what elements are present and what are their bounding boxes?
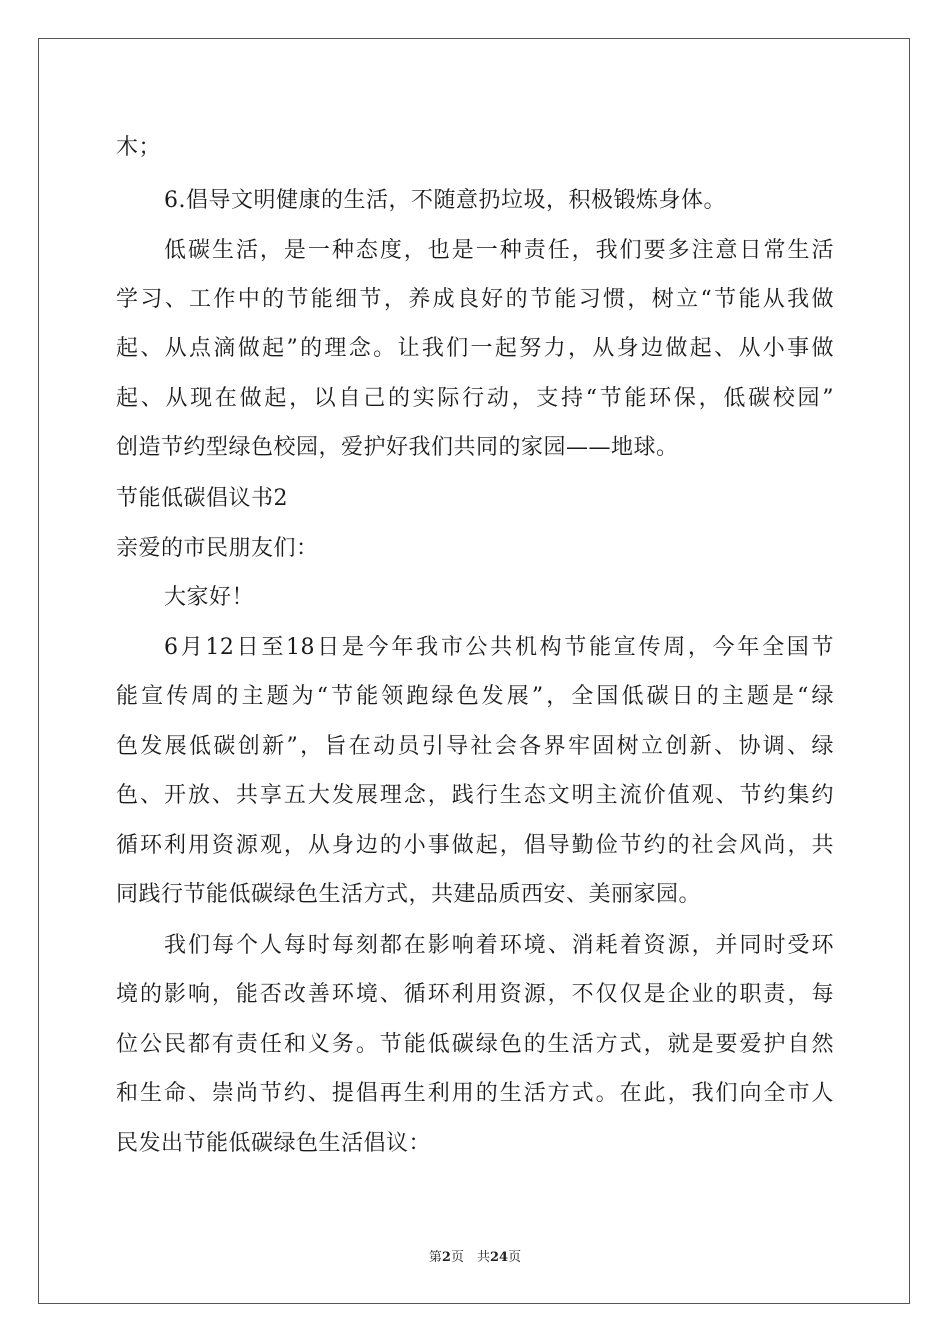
text-line: 木； (116, 135, 162, 160)
text-line: 低碳生活，是一种态度，也是一种责任，我们要多注意日常生活 (164, 238, 834, 263)
text-line: 我们每个人每时每刻都在影响着环境、消耗着资源，并同时受环 (164, 933, 834, 958)
text-line: 起、从点滴做起”的理念。让我们一起努力，从身边做起、从小事做 (116, 336, 834, 361)
text-line: 色发展低碳创新”，旨在动员引导社会各界牢固树立创新、协调、绿 (116, 734, 834, 759)
text-line: 色、开放、共享五大发展理念，践行生态文明主流价值观、节约集约 (116, 783, 834, 808)
current-page-number: 2 (441, 1250, 451, 1265)
text-line: 6.倡导文明健康的生活，不随意扔垃圾，积极锻炼身体。 (164, 188, 726, 213)
text-line: 位公民都有责任和义务。节能低碳绿色的生活方式，就是要爱护自然 (116, 1032, 834, 1057)
text-line: 境的影响，能否改善环境、循环利用资源，不仅仅是企业的职责，每 (116, 982, 834, 1007)
greeting: 大家好！ (164, 585, 255, 610)
text-line: 创造节约型绿色校园，爱护好我们共同的家园——地球。 (116, 435, 679, 460)
footer-middle: 页 共 (450, 1250, 490, 1265)
text-line: 学习、工作中的节能细节，养成良好的节能习惯，树立“节能从我做 (116, 287, 834, 312)
total-pages-number: 24 (489, 1250, 509, 1265)
footer-prefix: 第 (428, 1250, 442, 1265)
text-line: 6月12日至18日是今年我市公共机构节能宣传周，今年全国节 (164, 635, 834, 660)
text-line: 同践行节能低碳绿色生活方式，共建品质西安、美丽家园。 (116, 882, 702, 907)
page-footer (0, 1246, 950, 1265)
text-line: 和生命、崇尚节约、提倡再生利用的生活方式。在此，我们向全市人 (116, 1081, 834, 1106)
text-line: 循环利用资源观，从身边的小事做起，倡导勤俭节约的社会风尚，共 (116, 833, 834, 858)
text-line: 起、从现在做起，以自己的实际行动，支持“节能环保，低碳校园” (116, 386, 834, 411)
salutation: 亲爱的市民朋友们： (116, 536, 319, 561)
section-title: 节能低碳倡议书2 (116, 486, 288, 511)
footer-suffix: 页 (508, 1250, 522, 1265)
text-line: 民发出节能低碳绿色生活倡议： (116, 1131, 432, 1156)
page-border (38, 38, 910, 1304)
text-line: 能宣传周的主题为“节能领跑绿色发展”，全国低碳日的主题是“绿 (116, 684, 834, 709)
